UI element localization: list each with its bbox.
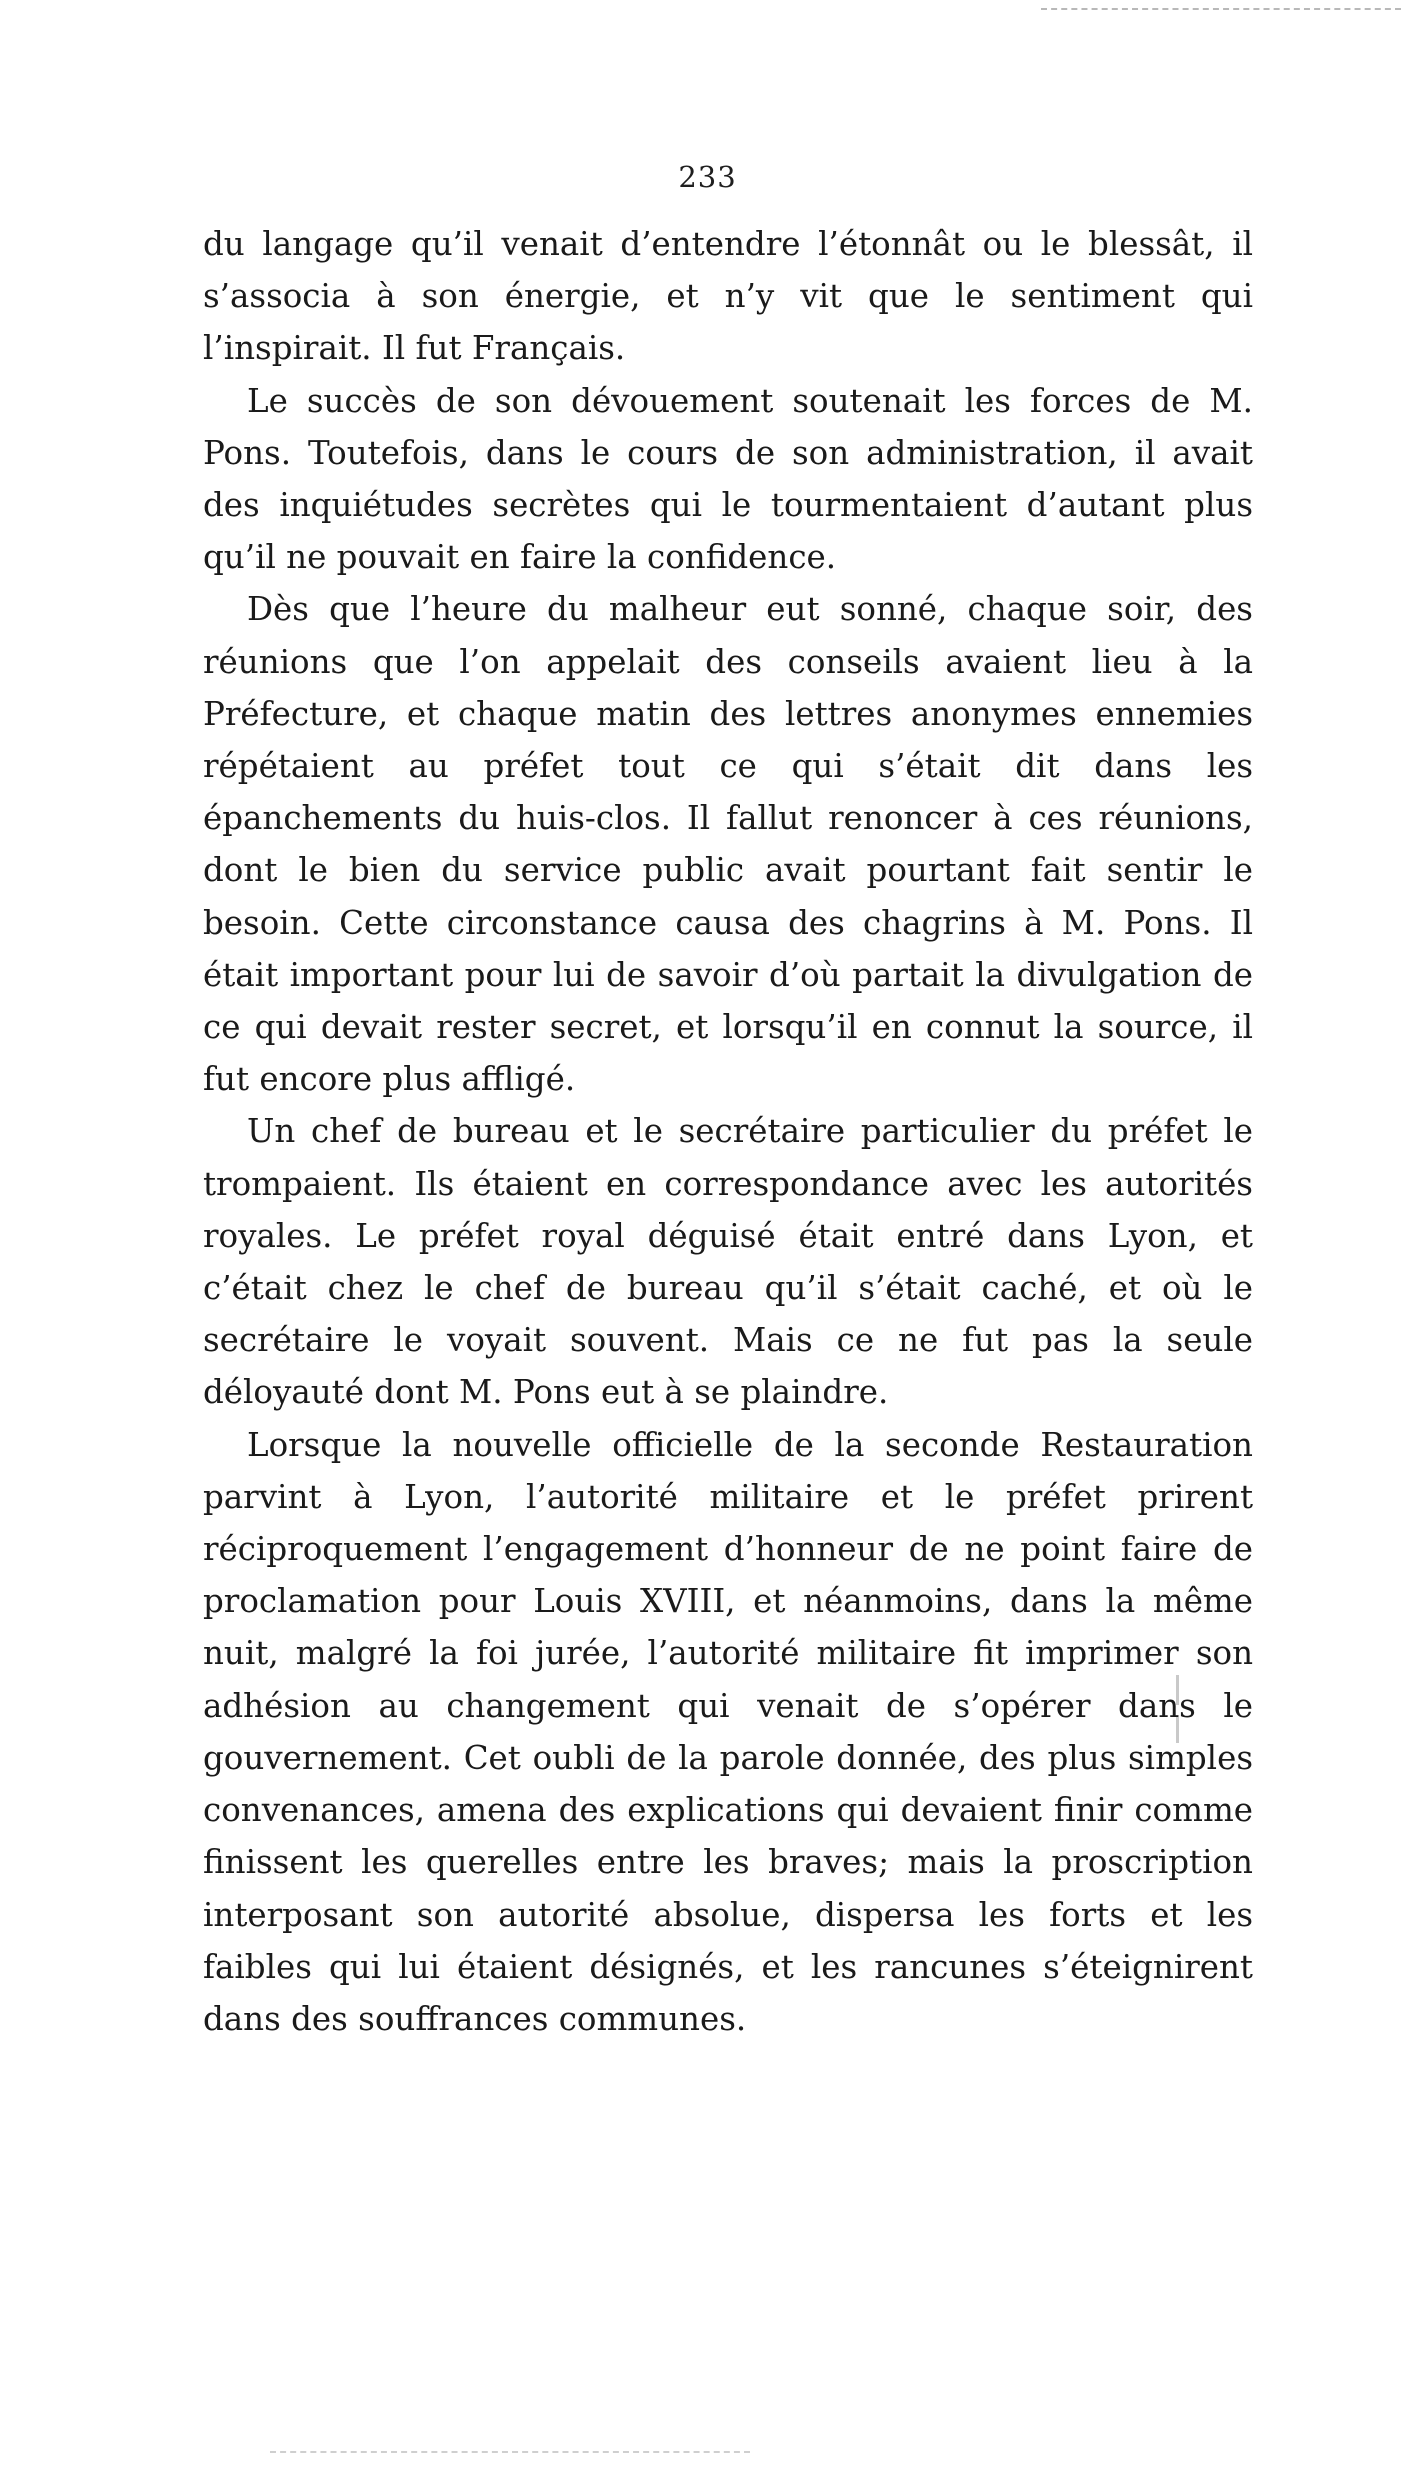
paragraph-continuation: du langage qu’il venait d’entendre l’étonnât ou le blessât, il s’associa à son énergie, et n’y vit que le sentiment qui l’inspirait. Il fut Français. — [203, 225, 1253, 368]
body-text — [203, 218, 1253, 2045]
paragraph-pons-anxieties: Le succès de son dévouement soutenait les forces de M. Pons. Toutefois, dans le cours de son administration, il avait des inquiétudes secrètes qui le tourmentaient d’autant plus qu’il ne pouvait en faire la confidence. — [203, 381, 1253, 577]
paragraph-anonymous-letters: Dès que l’heure du malheur eut sonné, chaque soir, des réunions que l’on appelait des conseils avaient lieu à la Préfecture, et chaque matin des lettres anonymes ennemies répétaient au préfet tout ce qui s’était dit dans les épanchements du huis-clos. Il fallut renoncer à ces réunions, dont le bien du service public avait pourtant fait sentir le besoin. Cette circonstance causa des chagrins à M. Pons. Il était important pour lui de savoir d’où partait la divulgation de ce qui devait rester secret, et lorsqu’il en connut la source, il fut encore plus affligé. — [203, 590, 1253, 1099]
top-edge-rule — [1041, 8, 1401, 10]
page-number: 233 — [678, 160, 737, 194]
bottom-edge-marks — [270, 2451, 750, 2453]
paragraph-betrayal: Un chef de bureau et le secrétaire particulier du préfet le trompaient. Ils étaient en correspondance avec les autorités royales. Le préfet royal déguisé était entré dans Lyon, et c’était chez le chef de bureau qu’il s’était caché, et où le secrétaire le voyait souvent. Mais ce ne fut pas la seule déloyauté dont M. Pons eut à se plaindre. — [203, 1112, 1253, 1412]
paragraph-restoration: Lorsque la nouvelle officielle de la seconde Restauration parvint à Lyon, l’autorité militaire et le préfet prirent réciproquement l’engagement d’honneur de ne point faire de proclamation pour Louis XVIII, et néanmoins, dans la même nuit, malgré la foi jurée, l’autorité militaire fit imprimer son adhésion au changement qui venait de s’opérer dans le gouvernement. Cet oubli de la parole donnée, des plus simples convenances, amena des explications qui devaient finir comme finissent les querelles entre les braves; mais la proscription interposant son autorité absolue, dispersa les forts et les faibles qui lui étaient désignés, et les rancunes s’éteignirent dans des souffrances communes. — [203, 1425, 1253, 2038]
